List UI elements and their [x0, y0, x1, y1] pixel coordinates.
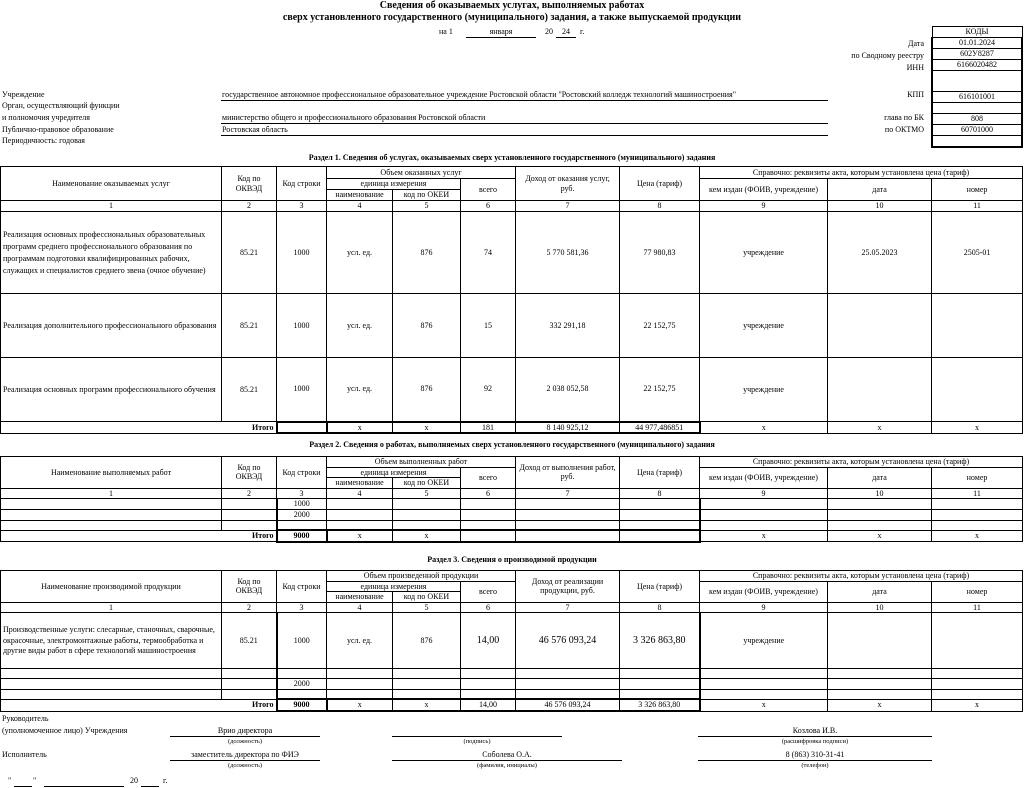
s2-colnum: 5	[393, 488, 461, 499]
s3-h-date: дата	[828, 581, 932, 602]
s1-total-code	[277, 422, 327, 434]
s1-r3-price: 22 152,75	[620, 358, 700, 422]
title-line-1: Сведения об оказываемых услугах, выполняемых работах	[379, 0, 645, 11]
s1-colnum: 3	[277, 201, 327, 212]
report-date-year: 24	[562, 27, 570, 36]
s1-r1-name: Реализация основных профессиональных образовательных программ среднего профессионального образования по программам подготовки квалифицированных рабочих, служащих и специалистов среднего звена (очное обучение)	[1, 212, 222, 294]
s3-r2-code: 2000	[277, 679, 327, 690]
s3-h-price: Цена (тариф)	[620, 571, 700, 603]
s1-colnum: 1	[1, 201, 222, 212]
s2-total-issuer: x	[700, 530, 828, 542]
s3-colnum: 8	[620, 602, 700, 613]
label-bk: глава по БК	[884, 113, 924, 122]
label-founder-2: и полномочия учредителя	[2, 113, 90, 122]
s2-r1-code: 1000	[277, 499, 327, 510]
s1-r3-number	[932, 358, 1023, 422]
footer-head-label-1: Руководитель	[2, 714, 49, 723]
label-institution: Учреждение	[2, 90, 45, 99]
s1-h-issuer: кем издан (ФОИВ, учреждение)	[700, 179, 828, 201]
table-row	[1, 358, 1023, 422]
s1-total-label: Итого	[1, 422, 277, 434]
exec-phone: 8 (863) 310-31-41	[785, 750, 845, 759]
s1-r2-date	[828, 294, 932, 358]
s3-total-okei: x	[393, 699, 461, 711]
report-date-suffix: г.	[580, 27, 585, 36]
table-row	[1, 294, 1023, 358]
label-founder-1: Орган, осуществляющий функции	[2, 101, 120, 110]
s2-colnum: 3	[277, 488, 327, 499]
label-registry: по Сводному реестру	[851, 51, 924, 60]
s1-r1-date: 25.05.2023	[828, 212, 932, 294]
s1-h-ref: Справочно: реквизиты акта, которым установлена цена (тариф)	[700, 167, 1023, 179]
s3-colnum: 10	[828, 602, 932, 613]
s3-colnum: 9	[700, 602, 828, 613]
head-name: Козлова И.В.	[792, 726, 838, 735]
s3-h-okved: Код по ОКВЭД	[222, 571, 277, 603]
table-row	[1, 509, 1023, 520]
s1-r3-issuer: учреждение	[700, 358, 828, 422]
s1-colnum: 5	[393, 201, 461, 212]
code-oktmo: 60701000	[932, 125, 1022, 136]
code-empty-2	[932, 103, 1022, 114]
footer-exec-label: Исполнитель	[2, 750, 47, 759]
s1-r1-okei: 876	[393, 212, 461, 294]
s1-r3-okei: 876	[393, 358, 461, 422]
code-empty-1	[932, 71, 1022, 92]
s3-total-number: x	[932, 699, 1023, 711]
s2-h-issuer: кем издан (ФОИВ, учреждение)	[700, 467, 828, 488]
s1-total-date: x	[828, 422, 932, 434]
section2-table	[0, 456, 1023, 543]
s2-h-okei: код по ОКЕИ	[393, 478, 461, 489]
s3-h-number: номер	[932, 581, 1023, 602]
table-row	[1, 689, 1023, 699]
s1-h-row: Код строки	[277, 167, 327, 201]
table-row	[1, 613, 1023, 669]
s2-h-name: Наименование выполняемых работ	[1, 457, 222, 489]
code-registry: 602У8287	[932, 49, 1022, 60]
s1-total-unit: x	[327, 422, 393, 434]
s3-colnum: 5	[393, 602, 461, 613]
s1-colnum: 9	[700, 201, 828, 212]
s3-total-date: x	[828, 699, 932, 711]
s1-r3-income: 2 038 052,58	[516, 358, 620, 422]
footer-date-quote-open: "	[8, 776, 12, 785]
s3-colnum: 11	[932, 602, 1023, 613]
s1-r2-okei: 876	[393, 294, 461, 358]
label-oktmo: по ОКТМО	[884, 125, 924, 134]
table-row	[1, 212, 1023, 294]
s1-total-total: 181	[461, 422, 516, 434]
s3-h-total: всего	[461, 581, 516, 602]
s1-r3-okved: 85.21	[222, 358, 277, 422]
caption-signature: (подпись)	[463, 738, 491, 745]
code-date: 01.01.2024	[932, 38, 1022, 49]
s2-total-code: 9000	[277, 530, 327, 542]
s2-h-row: Код строки	[277, 457, 327, 489]
caption-phone: (телефон)	[801, 762, 829, 769]
s1-colnum: 10	[828, 201, 932, 212]
s1-r1-total: 74	[461, 212, 516, 294]
s3-r1-okved: 85.21	[222, 613, 277, 669]
s1-r1-okved: 85.21	[222, 212, 277, 294]
s3-r1-issuer: учреждение	[700, 613, 828, 669]
s3-total-row	[1, 699, 1023, 711]
s2-h-price: Цена (тариф)	[620, 457, 700, 489]
caption-decode: (расшифровка подписи)	[781, 738, 849, 745]
s2-h-date: дата	[828, 467, 932, 488]
code-inn: 6166020482	[932, 60, 1022, 71]
s3-h-ref: Справочно: реквизиты акта, которым установлена цена (тариф)	[700, 571, 1023, 582]
s2-total-label: Итого	[1, 530, 277, 542]
footer-date-suffix: г.	[163, 776, 168, 785]
caption-position: (должность)	[227, 738, 263, 745]
s1-total-okei: x	[393, 422, 461, 434]
s2-total-row	[1, 530, 1023, 542]
s2-colnum: 4	[327, 488, 393, 499]
table-row	[1, 520, 1023, 530]
s1-h-number: номер	[932, 179, 1023, 201]
s2-total-date: x	[828, 530, 932, 542]
s1-total-number: x	[932, 422, 1023, 434]
report-date-month: января	[489, 27, 513, 36]
s1-h-name: Наименование оказываемых услуг	[1, 167, 222, 201]
institution-name: государственное автономное профессиональное образовательное учреждение Ростовской области "Ростовский колледж технологий машиностроения"	[222, 90, 736, 99]
codes-box	[931, 26, 1023, 148]
s1-r2-income: 332 291,18	[516, 294, 620, 358]
label-periodicity: Периодичность: годовая	[2, 136, 85, 145]
s1-r3-date	[828, 358, 932, 422]
s2-total-unit: x	[327, 530, 393, 542]
section3-title: Раздел 3. Сведения о производимой продукции	[427, 555, 597, 564]
s2-h-total: всего	[461, 467, 516, 488]
s2-h-unit: единица измерения	[327, 467, 461, 478]
s3-colnum: 6	[461, 602, 516, 613]
s3-h-unit: единица измерения	[327, 581, 461, 592]
label-kpp: КПП	[907, 90, 924, 99]
s1-r1-price: 77 980,83	[620, 212, 700, 294]
table-row	[1, 499, 1023, 510]
s2-colnum: 6	[461, 488, 516, 499]
footer-date-year-prefix: 20	[130, 776, 138, 785]
s1-colnum: 7	[516, 201, 620, 212]
s3-h-row: Код строки	[277, 571, 327, 603]
label-date: Дата	[908, 39, 924, 48]
label-inn: ИНН	[906, 63, 924, 72]
exec-name: Соболева О.А.	[482, 750, 532, 759]
head-position: Врио директора	[217, 726, 273, 735]
code-kpp: 616101001	[932, 92, 1022, 103]
s3-r1-name: Производственные услуги: слесарные, станочных, сварочные, окрасочные, электромонтажные работы, термообработка и другие виды работ в сфере технологий машиностроения	[1, 613, 222, 669]
s2-r2-code: 2000	[277, 509, 327, 520]
s1-r2-okved: 85.21	[222, 294, 277, 358]
s3-r1-unit: усл. ед.	[327, 613, 393, 669]
s3-total-label: Итого	[1, 699, 277, 711]
s1-h-volume: Объем оказанных услуг	[327, 167, 516, 179]
founder-name: министерство общего и профессионального образования Ростовской области	[222, 113, 486, 122]
s1-h-unit: единица измерения	[327, 179, 461, 190]
s2-h-ref: Справочно: реквизиты акта, которым установлена цена (тариф)	[700, 457, 1023, 468]
s1-r3-name: Реализация основных программ профессионального обучения	[1, 358, 222, 422]
s1-r2-name: Реализация дополнительного профессионального образования	[1, 294, 222, 358]
s3-total-price: 3 326 863,80	[620, 699, 700, 711]
s3-h-issuer: кем издан (ФОИВ, учреждение)	[700, 581, 828, 602]
s3-r1-income: 46 576 093,24	[516, 613, 620, 669]
s2-colnum: 1	[1, 488, 222, 499]
label-public-entity: Публично-правовое образование	[2, 125, 114, 134]
s1-colnum: 4	[327, 201, 393, 212]
s1-r1-issuer: учреждение	[700, 212, 828, 294]
s3-h-unit-name: наименование	[327, 592, 393, 603]
s2-colnum: 7	[516, 488, 620, 499]
codes-title: КОДЫ	[932, 27, 1022, 38]
s1-total-row	[1, 422, 1023, 434]
s1-total-price: 44 977,486851	[620, 422, 700, 434]
s1-total-issuer: x	[700, 422, 828, 434]
public-entity-name: Ростовская область	[222, 125, 288, 134]
s1-r2-code: 1000	[277, 294, 327, 358]
exec-position: заместитель директора по ФИЭ	[191, 750, 299, 759]
section3-table	[0, 570, 1023, 712]
s3-colnum: 7	[516, 602, 620, 613]
s3-total-issuer: x	[700, 699, 828, 711]
s1-h-total: всего	[461, 179, 516, 201]
s2-colnum: 10	[828, 488, 932, 499]
s1-r3-unit: усл. ед.	[327, 358, 393, 422]
s1-r2-price: 22 152,75	[620, 294, 700, 358]
s1-r2-number	[932, 294, 1023, 358]
s3-colnum: 1	[1, 602, 222, 613]
section2-title: Раздел 2. Сведения о работах, выполняемых сверх установленного государственного (муниципального) задания	[309, 440, 715, 449]
s2-total-okei: x	[393, 530, 461, 542]
report-date-prefix: на 1	[439, 27, 453, 36]
s1-h-okved: Код по ОКВЭД	[222, 167, 277, 201]
s1-r1-unit: усл. ед.	[327, 212, 393, 294]
s1-colnum: 11	[932, 201, 1023, 212]
code-empty-3	[932, 136, 1022, 148]
s2-total-number: x	[932, 530, 1023, 542]
s1-colnum: 8	[620, 201, 700, 212]
s1-r3-code: 1000	[277, 358, 327, 422]
section1-title: Раздел 1. Сведения об услугах, оказываемых сверх установленного государственного (муниципального) задания	[308, 153, 716, 162]
s2-h-income: Доход от выполнения работ, руб.	[516, 457, 620, 489]
s2-h-number: номер	[932, 467, 1023, 488]
s2-h-unit-name: наименование	[327, 478, 393, 489]
s3-h-name: Наименование производимой продукции	[1, 571, 222, 603]
s3-total-code: 9000	[277, 699, 327, 711]
caption-fio: (фамилия, инициалы)	[477, 762, 537, 769]
s3-h-okei: код по ОКЕИ	[393, 592, 461, 603]
s2-colnum: 8	[620, 488, 700, 499]
s1-r2-issuer: учреждение	[700, 294, 828, 358]
s1-r3-total: 92	[461, 358, 516, 422]
s1-colnum: 6	[461, 201, 516, 212]
s1-h-price: Цена (тариф)	[620, 167, 700, 201]
s3-r1-code: 1000	[277, 613, 327, 669]
report-date-year-prefix: 20	[545, 27, 553, 36]
s3-r1-okei: 876	[393, 613, 461, 669]
s1-r1-number: 2505-01	[932, 212, 1023, 294]
s3-r1-price: 3 326 863,80	[620, 613, 700, 669]
table-row	[1, 679, 1023, 690]
code-bk: 808	[932, 114, 1022, 125]
s3-total-total: 14,00	[461, 699, 516, 711]
s1-total-income: 8 140 925,12	[516, 422, 620, 434]
s2-colnum: 2	[222, 488, 277, 499]
footer-date-quote-close: "	[33, 776, 37, 785]
s1-r1-code: 1000	[277, 212, 327, 294]
footer-head-label-2: (уполномоченное лицо) Учреждения	[2, 726, 128, 735]
s1-colnum: 2	[222, 201, 277, 212]
s1-r2-unit: усл. ед.	[327, 294, 393, 358]
s1-h-unit-name: наименование	[327, 190, 393, 201]
s1-h-date: дата	[828, 179, 932, 201]
s3-colnum: 4	[327, 602, 393, 613]
s3-colnum: 2	[222, 602, 277, 613]
s2-h-okved: Код по ОКВЭД	[222, 457, 277, 489]
s1-h-income: Доход от оказания услуг, руб.	[516, 167, 620, 201]
s3-h-income: Доход от реализации продукции, руб.	[516, 571, 620, 603]
s3-total-unit: x	[327, 699, 393, 711]
s2-colnum: 9	[700, 488, 828, 499]
title-line-2: сверх установленного государственного (муниципального) задания, а также выпускаемой продукции	[282, 12, 742, 23]
table-row	[1, 669, 1023, 679]
s3-total-income: 46 576 093,24	[516, 699, 620, 711]
s3-h-volume: Объем произведенной продукции	[327, 571, 516, 582]
s3-r1-total: 14,00	[461, 613, 516, 669]
s2-h-volume: Объем выполненных работ	[327, 457, 516, 468]
s3-colnum: 3	[277, 602, 327, 613]
caption-exec-position: (должность)	[227, 762, 263, 769]
s1-r2-total: 15	[461, 294, 516, 358]
s1-h-okei: код по ОКЕИ	[393, 190, 461, 201]
section1-table	[0, 166, 1023, 434]
s1-r1-income: 5 770 581,36	[516, 212, 620, 294]
s2-colnum: 11	[932, 488, 1023, 499]
